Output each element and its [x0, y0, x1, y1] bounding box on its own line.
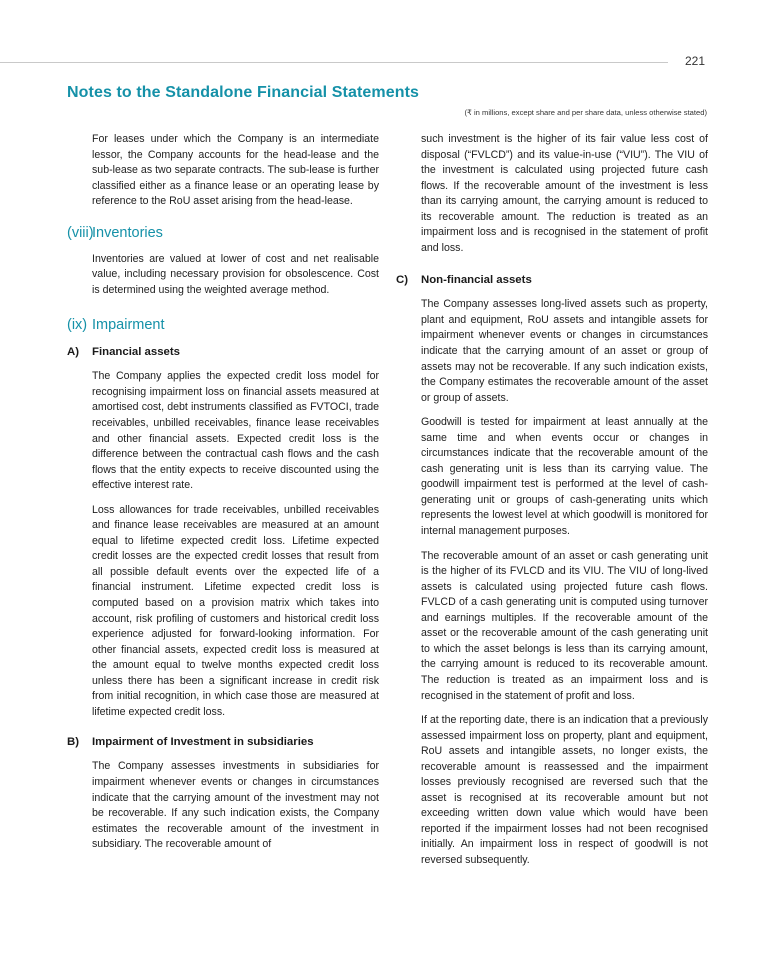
financial-assets-paragraph-2: Loss allowances for trade receivables, unbilled receivables and finance lease receivables are measured at an amount equal to lifetime expected credit loss. Lifetime expected credit losses are the expected credit losses that result from all possible default events over the expected life of a financial instrument. Lifetime expected credit loss is computed based on a provision matrix which takes into account, risk profiling of customers and historical credit loss experience adjusted for forward-looking information. For other financial assets, expected credit loss is measured at the amount equal to twelve months expected credit loss unless there has been a significant increase in credit risk from initial recognition, in which case those are measured at lifetime expected credit loss. [92, 503, 379, 718]
subheading-financial-assets [67, 344, 379, 360]
section-title: Inventories [92, 224, 163, 241]
section-title: Impairment [92, 317, 165, 334]
header-rule [0, 62, 668, 63]
right-column [396, 132, 708, 878]
non-financial-paragraph-3: The recoverable amount of an asset or cash generating unit is the higher of its FVLCD and its VIU. The VIU of long-lived assets is calculated using projected future cash flows. FVLCD of a cash generating unit is computed using turnover and earnings multiples. If the recoverable amount of the asset or the recoverable amount of the cash generating unit to which the asset belongs is less than its carrying amount, the carrying amount is reduced to its recoverable amount. The reduction is treated as an impairment loss and is recognised in the statement of profit and loss. [421, 549, 708, 702]
inventories-paragraph: Inventories are valued at lower of cost and net realisable value, including necessary provision for obsolescence. Cost is determined using the weighted average method. [92, 252, 379, 296]
subheading-subsidiaries [67, 734, 379, 750]
non-financial-paragraph-1: The Company assesses long-lived assets such as property, plant and equipment, RoU assets and intangible assets for impairment whenever events or changes in circumstances indicate that the carrying amount of an asset or group of assets may not be recoverable. If any such indication exists, the Company estimates the recoverable amount of the asset or group of assets. [421, 298, 708, 404]
subheading-non-financial-assets [396, 272, 708, 288]
subheading-number: B) [67, 736, 80, 749]
page-number: 221 [684, 54, 705, 68]
subheading-title: Financial assets [92, 346, 181, 359]
lease-paragraph: For leases under which the Company is an intermediate lessor, the Company accounts for the head-lease and the sub-lease as two separate contracts. The sub-lease is further classified either as a finance lease or an operating lease by reference to the RoU asset arising from the head-lease. [92, 133, 379, 208]
financial-assets-paragraph-1: The Company applies the expected credit loss model for recognising impairment loss on financial assets measured at amortised cost, debt instruments classified as FVTOCI, trade receivables, unbilled receivables, finance lease receivables and other financial assets. Expected credit loss is the difference between the contractual cash flows and the cash flows that the entity expects to receive discounted using the effective interest rate. [92, 370, 379, 492]
section-number: (viii) [67, 224, 94, 241]
subsidiaries-paragraph: The Company assesses investments in subsidiaries for impairment whenever events or changes in circumstances indicate that the carrying amount of the investment may not be recoverable. If any such indication exists, the Company estimates the recoverable amount of the investment in subsidiary. The recoverable amount of [92, 760, 379, 851]
continued-paragraph: such investment is the higher of its fair value less cost of disposal (“FVLCD”) and its value-in-use (“VIU”). The VIU of the investment is calculated using projected future cash flows. If the recoverable amount of the investment is less than its carrying amount, the carrying amount is reduced to its recoverable amount. The reduction is treated as an impairment loss and is recognised in the statement of profit and loss. [421, 133, 708, 254]
section-heading-inventories [67, 224, 379, 242]
units-note: (₹ in millions, except share and per share data, unless otherwise stated) [464, 108, 707, 117]
left-column [67, 132, 379, 862]
subheading-title: Non-financial assets [421, 274, 532, 287]
section-number: (ix) [67, 317, 88, 334]
non-financial-paragraph-4: If at the reporting date, there is an indication that a previously assessed impairment loss on property, plant and equipment, RoU assets and intangible assets, no longer exists, the recoverable amount is reassessed and the impairment losses previously recognised are reversed such that the asset is recognised at its recoverable amount but not exceeding written down value which would have been reported if the impairment losses had not been recognised initially. An impairment loss in respect of goodwill is not reversed subsequently. [421, 714, 708, 866]
section-heading-impairment [67, 316, 379, 334]
subheading-number: A) [67, 346, 80, 359]
page-title: Notes to the Standalone Financial Statements [67, 84, 420, 101]
subheading-title: Impairment of Investment in subsidiaries [92, 736, 314, 749]
non-financial-paragraph-2: Goodwill is tested for impairment at least annually at the same time and when events occur or changes in circumstances indicate that the recoverable amount of the cash generating unit is less than its carrying value. The goodwill impairment test is performed at the level of cash-generating unit or groups of cash-generating units which represents the lowest level at which goodwill is monitored for internal management purposes. [421, 416, 708, 538]
subheading-number: C) [396, 274, 409, 287]
